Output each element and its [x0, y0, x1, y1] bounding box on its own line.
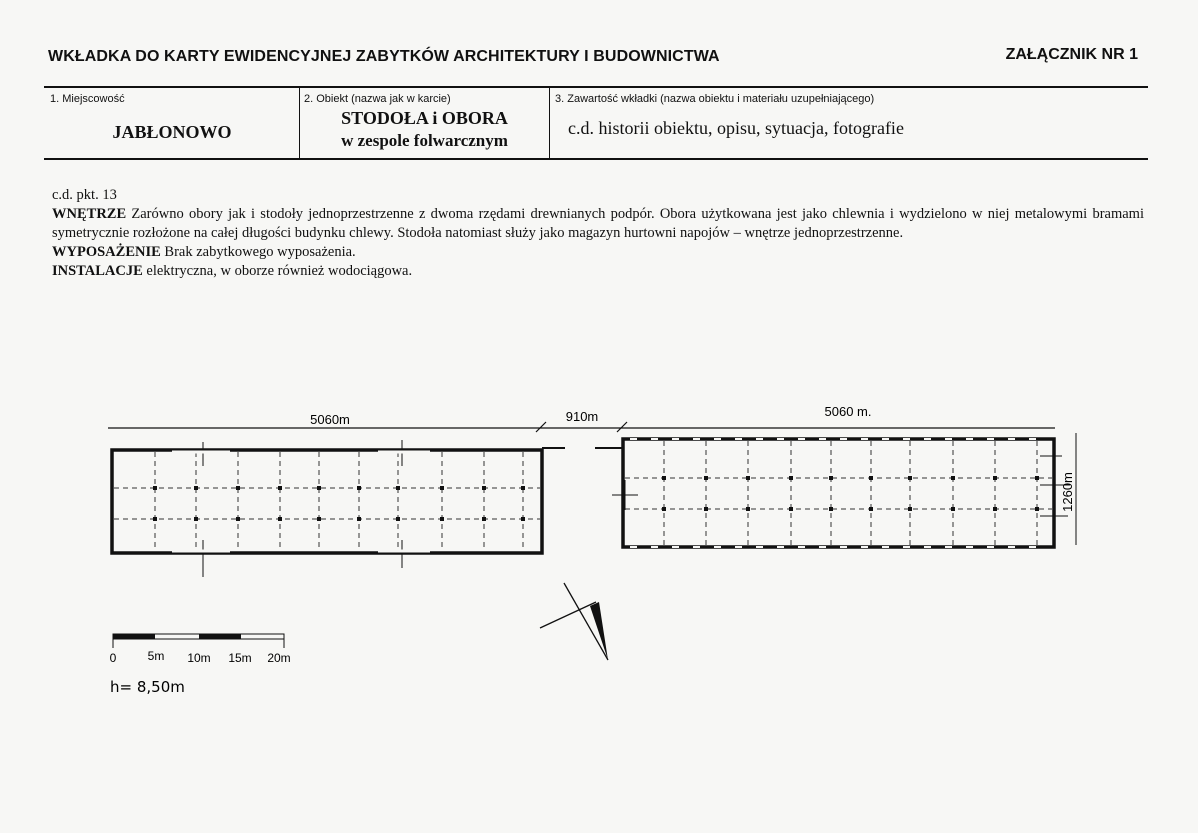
pillar-mark	[153, 486, 157, 490]
interior-heading: WNĘTRZE	[52, 206, 127, 222]
scale-label-5: 5m	[147, 649, 165, 663]
equipment-text: Brak zabytkowego wyposażenia.	[160, 244, 356, 260]
pillar-mark	[194, 486, 198, 490]
pillar-mark	[789, 507, 793, 511]
pillar-mark	[829, 507, 833, 511]
height-note: h= 8,50m	[110, 678, 185, 696]
equipment-heading: WYPOSAŻENIE	[52, 244, 161, 260]
pillar-mark	[869, 476, 873, 480]
pillar-mark	[704, 507, 708, 511]
scale-label-15: 15m	[228, 651, 252, 665]
pillar-mark	[278, 486, 282, 490]
contents-label: 3. Zawartość wkładki (nazwa obiektu i materiału uzupełniającego)	[555, 93, 875, 105]
dimension-left-label: 5060m	[310, 412, 350, 427]
pillar-mark	[521, 517, 525, 521]
pillar-mark	[662, 476, 666, 480]
pillar-mark	[908, 507, 912, 511]
pillar-mark	[908, 476, 912, 480]
pillar-mark	[789, 476, 793, 480]
object-label: 2. Obiekt (nazwa jak w karcie)	[304, 93, 451, 105]
left-building-plan	[112, 440, 542, 577]
scale-label-10: 10m	[187, 651, 211, 665]
pillar-mark	[704, 476, 708, 480]
pillar-mark	[440, 517, 444, 521]
pillar-mark	[951, 507, 955, 511]
locality-value: JABŁONOWO	[112, 122, 232, 142]
pillar-mark	[357, 486, 361, 490]
pillar-mark	[746, 507, 750, 511]
contents-value: c.d. historii obiektu, opisu, sytuacja, fotografie	[568, 118, 904, 138]
dimension-right-label: 5060 m.	[824, 404, 872, 419]
pillar-mark	[746, 476, 750, 480]
pillar-mark	[1035, 476, 1039, 480]
pillar-mark	[993, 476, 997, 480]
installations-heading: INSTALACJE	[52, 263, 143, 279]
pillar-mark	[482, 517, 486, 521]
pillar-mark	[357, 517, 361, 521]
interior-text: Zarówno obory jak i stodoły jednoprzestrzenne z dwoma rzędami drewnianych podpór. Obora użytkowana jest jako chlewnia i wydzielono w niej metalowymi bramami symetrycznie rozłożone na całej długości budynku chlewy. Stodoła natomiast służy jako magazyn hurtowni napojów – wnętrze jednoprzestrzenne.	[52, 206, 1144, 241]
object-value-line1: STODOŁA i OBORA	[341, 108, 508, 128]
pillar-mark	[278, 517, 282, 521]
right-building-plan	[612, 433, 1076, 547]
dimension-depth-label: 1260m	[1060, 472, 1075, 512]
pillar-mark	[236, 486, 240, 490]
scale-label-20: 20m	[267, 651, 291, 665]
pillar-mark	[951, 476, 955, 480]
pillar-mark	[662, 507, 666, 511]
pillar-mark	[993, 507, 997, 511]
continuation-note: c.d. pkt. 13	[52, 187, 117, 203]
dimension-middle-label: 910m	[565, 409, 599, 424]
pillar-mark	[396, 517, 400, 521]
form-title: WKŁADKA DO KARTY EWIDENCYJNEJ ZABYTKÓW ARCHITEKTURY I BUDOWNICTWA	[48, 48, 720, 65]
north-arrow-icon	[540, 583, 608, 660]
installations-text: elektryczna, w oborze również wodociągowa.	[142, 263, 413, 279]
pillar-mark	[1035, 507, 1039, 511]
pillar-mark	[829, 476, 833, 480]
pillar-mark	[236, 517, 240, 521]
pillar-mark	[396, 486, 400, 490]
pillar-mark	[521, 486, 525, 490]
locality-label: 1. Miejscowość	[50, 93, 125, 105]
pillar-mark	[317, 517, 321, 521]
pillar-mark	[869, 507, 873, 511]
annex-label: ZAŁĄCZNIK NR 1	[1005, 46, 1138, 63]
pillar-mark	[317, 486, 321, 490]
pillar-mark	[194, 517, 198, 521]
pillar-mark	[482, 486, 486, 490]
scale-bar	[113, 634, 284, 648]
object-value-line2: w zespole folwarcznym	[341, 131, 508, 150]
pillar-mark	[153, 517, 157, 521]
scale-label-0: 0	[109, 651, 117, 665]
pillar-mark	[440, 486, 444, 490]
